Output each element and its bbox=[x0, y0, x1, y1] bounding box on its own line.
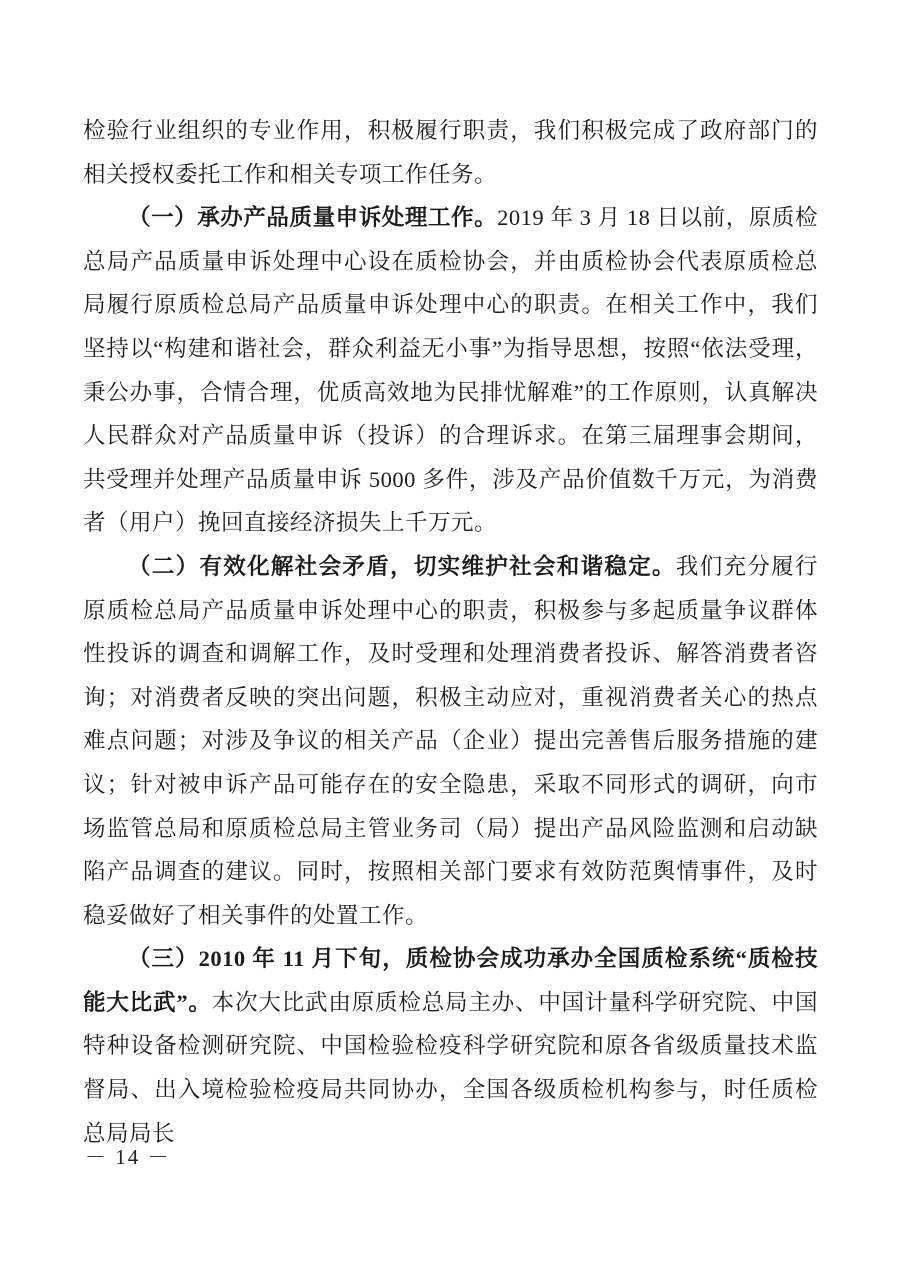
paragraph bbox=[83, 937, 818, 1155]
paragraph bbox=[83, 545, 818, 937]
document-body bbox=[83, 109, 818, 1155]
paragraph bbox=[83, 109, 818, 196]
page-footer bbox=[85, 1142, 171, 1172]
text-run: 检验行业组织的专业作用，积极履行职责，我们积极完成了政府部门的相关授权委托工作和相关专项工作任务。 bbox=[83, 118, 818, 187]
text-run: 本次大比武由原质检总局主办、中国计量科学研究院、中国特种设备检测研究院、中国检验检疫科学研究院和原各省级质量技术监督局、出入境检验检疫局共同协办，全国各级质检机构参与，时任质检总局局长 bbox=[83, 989, 818, 1146]
text-run: 2019 年 3 月 18 日以前，原质检总局产品质量申诉处理中心设在质检协会，并由质检协会代表原质检总局履行原质检总局产品质量申诉处理中心的职责。在相关工作中，我们坚持以“构建和谐社会，群众利益无小事”为指导思想，按照“依法受理，秉公办事，合情合理，优质高效地为民排忧解难”的工作原则，认真解决人民群众对产品质量申诉（投诉）的合理诉求。在第三届理事会期间，共受理并处理产品质量申诉 5000 多件，涉及产品价值数千万元，为消费者（用户）挽回直接经济损失上千万元。 bbox=[83, 205, 818, 536]
text-run: 我们充分履行原质检总局产品质量申诉处理中心的职责，积极参与多起质量争议群体性投诉的调查和调解工作，及时受理和处理消费者投诉、解答消费者咨询；对消费者反映的突出问题，积极主动应对，重视消费者关心的热点难点问题；对涉及争议的相关产品（企业）提出完善售后服务措施的建议；针对被申诉产品可能存在的安全隐患，采取不同形式的调研，向市场监管总局和原质检总局主管业务司（局）提出产品风险监测和启动缺陷产品调查的建议。同时，按照相关部门要求有效防范舆情事件，及时稳妥做好了相关事件的处置工作。 bbox=[83, 553, 818, 928]
paragraph bbox=[83, 196, 818, 545]
text-run-bold: （二）有效化解社会矛盾，切实维护社会和谐稳定。 bbox=[128, 553, 676, 579]
page-number: － 14 － bbox=[85, 1145, 171, 1169]
text-run-bold: （一）承办产品质量申诉处理工作。 bbox=[128, 205, 498, 231]
text-run-bold: （三）2010 年 11 月下旬，质检协会成功承办全国质检系统“质检技能大比武”。 bbox=[83, 946, 818, 1015]
